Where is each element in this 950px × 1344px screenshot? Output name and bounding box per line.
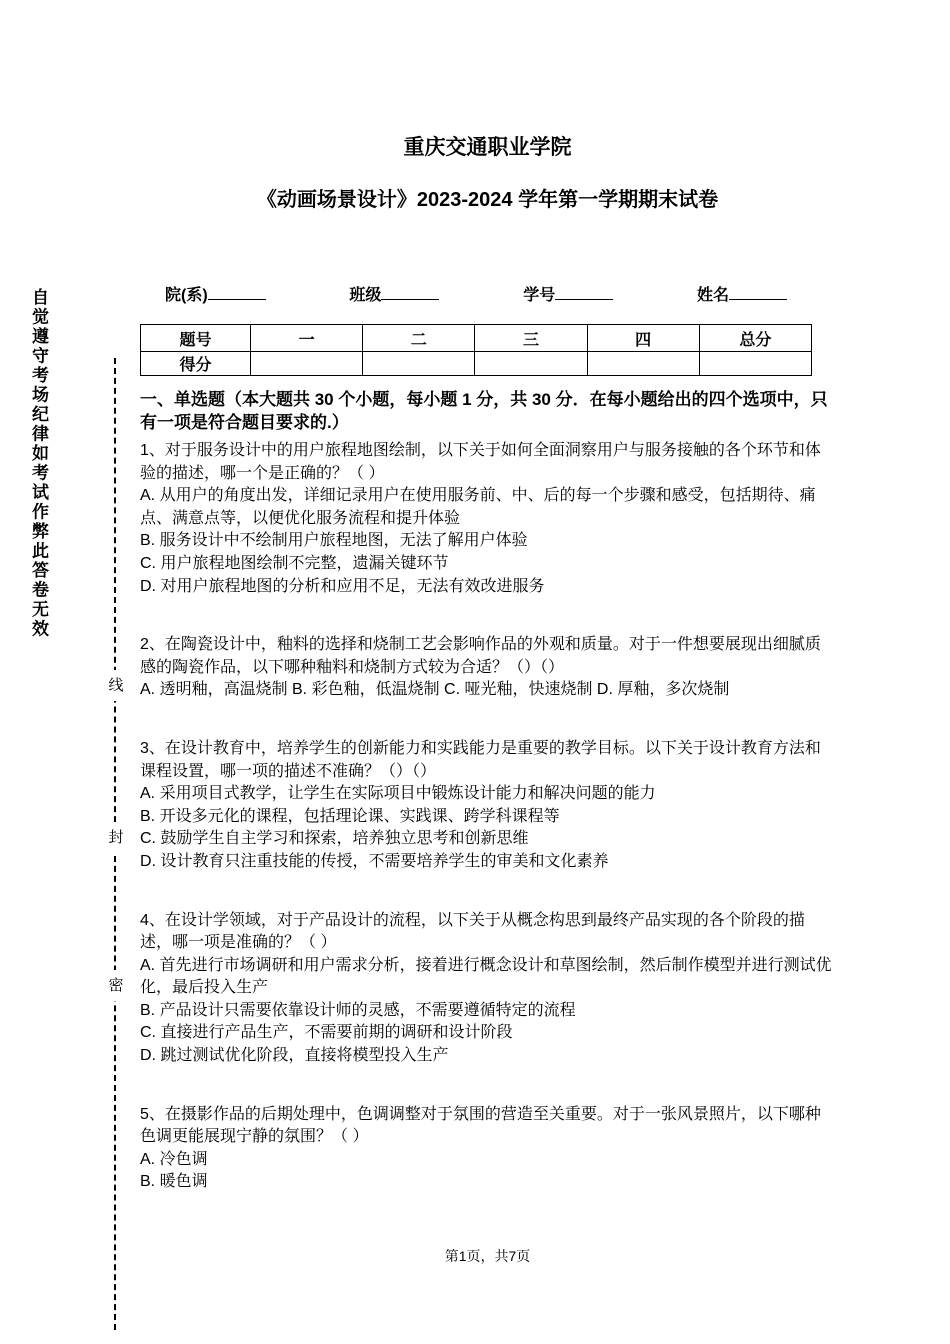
score-table-header-total: 总分 bbox=[699, 325, 811, 352]
question-1-stem: 1、对于服务设计中的用户旅程地图绘制，以下关于如何全面洞察用户与服务接触的各个环节和体验的描述，哪一个是正确的？（ ） bbox=[140, 442, 821, 482]
question-2-stem: 2、在陶瓷设计中，釉料的选择和烧制工艺会影响作品的外观和质量。对于一件想要展现出细腻质感的陶瓷作品，以下哪种釉料和烧制方式较为合适？（）（） bbox=[140, 636, 821, 676]
question-3-stem: 3、在设计教育中，培养学生的创新能力和实践能力是重要的教学目标。以下关于设计教育方法和课程设置，哪一项的描述不准确？（）（） bbox=[140, 739, 821, 780]
seal-char-feng: 封 bbox=[107, 822, 125, 853]
info-label-department: 院(系) bbox=[165, 287, 208, 304]
score-table-header-tihao: 题号 bbox=[141, 325, 251, 352]
score-table-header-row bbox=[141, 325, 812, 352]
info-label-class: 班级 bbox=[349, 287, 382, 304]
question-2 bbox=[140, 634, 835, 702]
score-table bbox=[140, 324, 812, 376]
name-blank-line bbox=[729, 285, 787, 300]
page-footer: 第1页，共7页 bbox=[444, 1248, 531, 1264]
seal-line bbox=[108, 358, 124, 1330]
section-1-heading: 一、单选题（本大题共 30 个小题，每小题 1 分，共 30 分．在每小题给出的四个选项中，只有一项是符合题目要求的.） bbox=[140, 390, 828, 432]
department-blank-line bbox=[208, 285, 266, 300]
info-field-class bbox=[349, 282, 439, 302]
question-4-option-d: D. 跳过测试优化阶段，直接将模型投入生产 bbox=[140, 1047, 449, 1065]
score-cell-part1 bbox=[251, 352, 363, 376]
score-cell-total bbox=[699, 352, 811, 376]
score-table-header-part4: 四 bbox=[587, 325, 699, 352]
seal-char-xian: 线 bbox=[107, 670, 125, 701]
question-3-option-b: B. 开设多元化的课程，包括理论课、实践课、跨学科课程等 bbox=[140, 807, 560, 825]
exam-page-content bbox=[140, 135, 835, 1194]
question-4-option-b: B. 产品设计只需要依靠设计师的灵感，不需要遵循特定的流程 bbox=[140, 1001, 576, 1019]
question-3-option-d: D. 设计教育只注重技能的传授，不需要培养学生的审美和文化素养 bbox=[140, 852, 609, 870]
question-3-option-a: A. 采用项目式教学，让学生在实际项目中锻炼设计能力和解决问题的能力 bbox=[140, 785, 656, 803]
score-cell-part4 bbox=[587, 352, 699, 376]
info-label-student-id: 学号 bbox=[523, 287, 556, 304]
seal-char-mi: 密 bbox=[107, 970, 125, 1001]
score-table-header-part2: 二 bbox=[363, 325, 475, 352]
student-info-row bbox=[140, 282, 835, 302]
exam-title: 《动画场景设计》2023-2024 学年第一学期期末试卷 bbox=[256, 189, 719, 211]
question-4 bbox=[140, 910, 835, 1068]
question-5-option-a: A. 冷色调 bbox=[140, 1150, 208, 1168]
question-1-option-b: B. 服务设计中不绘制用户旅程地图，无法了解用户体验 bbox=[140, 532, 528, 550]
question-5-option-b: B. 暖色调 bbox=[140, 1173, 208, 1191]
exam-discipline-notice: 自觉遵守考场纪律如考试作弊此答卷无效 bbox=[29, 288, 48, 639]
question-4-option-c: C. 直接进行产品生产，不需要前期的调研和设计阶段 bbox=[140, 1024, 513, 1042]
question-1-option-d: D. 对用户旅程地图的分析和应用不足，无法有效改进服务 bbox=[140, 577, 545, 595]
score-cell-part3 bbox=[475, 352, 587, 376]
question-5 bbox=[140, 1104, 835, 1194]
school-title: 重庆交通职业学院 bbox=[403, 136, 572, 159]
question-1-option-a: A. 从用户的角度出发，详细记录用户在使用服务前、中、后的每一个步骤和感受，包括期待、痛点、满意点等，以便优化服务流程和提升体验 bbox=[140, 487, 816, 527]
info-field-student-id bbox=[523, 282, 613, 302]
question-1 bbox=[140, 440, 835, 598]
question-4-stem: 4、在设计学领域，对于产品设计的流程，以下关于从概念构思到最终产品实现的各个阶段的描述，哪一项是准确的？（ ） bbox=[140, 911, 805, 952]
score-table-header-part3: 三 bbox=[475, 325, 587, 352]
question-2-options-inline: A. 透明釉，高温烧制 B. 彩色釉，低温烧制 C. 哑光釉，快速烧制 D. 厚釉，多次烧制 bbox=[140, 681, 730, 699]
score-cell-part2 bbox=[363, 352, 475, 376]
score-table-header-part1: 一 bbox=[251, 325, 363, 352]
class-blank-line bbox=[381, 285, 439, 300]
question-3 bbox=[140, 738, 835, 874]
student-id-blank-line bbox=[555, 285, 613, 300]
info-field-name bbox=[697, 282, 787, 302]
question-4-option-a: A. 首先进行市场调研和用户需求分析，接着进行概念设计和草图绘制，然后制作模型并进行测试优化，最后投入生产 bbox=[140, 956, 832, 997]
info-field-department bbox=[165, 282, 266, 302]
score-table-score-row bbox=[141, 352, 812, 376]
question-1-option-c: C. 用户旅程地图绘制不完整，遗漏关键环节 bbox=[140, 554, 449, 572]
info-label-name: 姓名 bbox=[696, 287, 729, 304]
score-table-defen-label: 得分 bbox=[141, 352, 251, 376]
question-5-stem: 5、在摄影作品的后期处理中，色调调整对于氛围的营造至关重要。对于一张风景照片，以下哪种色调更能展现宁静的氛围？（ ） bbox=[140, 1105, 821, 1146]
question-3-option-c: C. 鼓励学生自主学习和探索，培养独立思考和创新思维 bbox=[140, 830, 529, 848]
